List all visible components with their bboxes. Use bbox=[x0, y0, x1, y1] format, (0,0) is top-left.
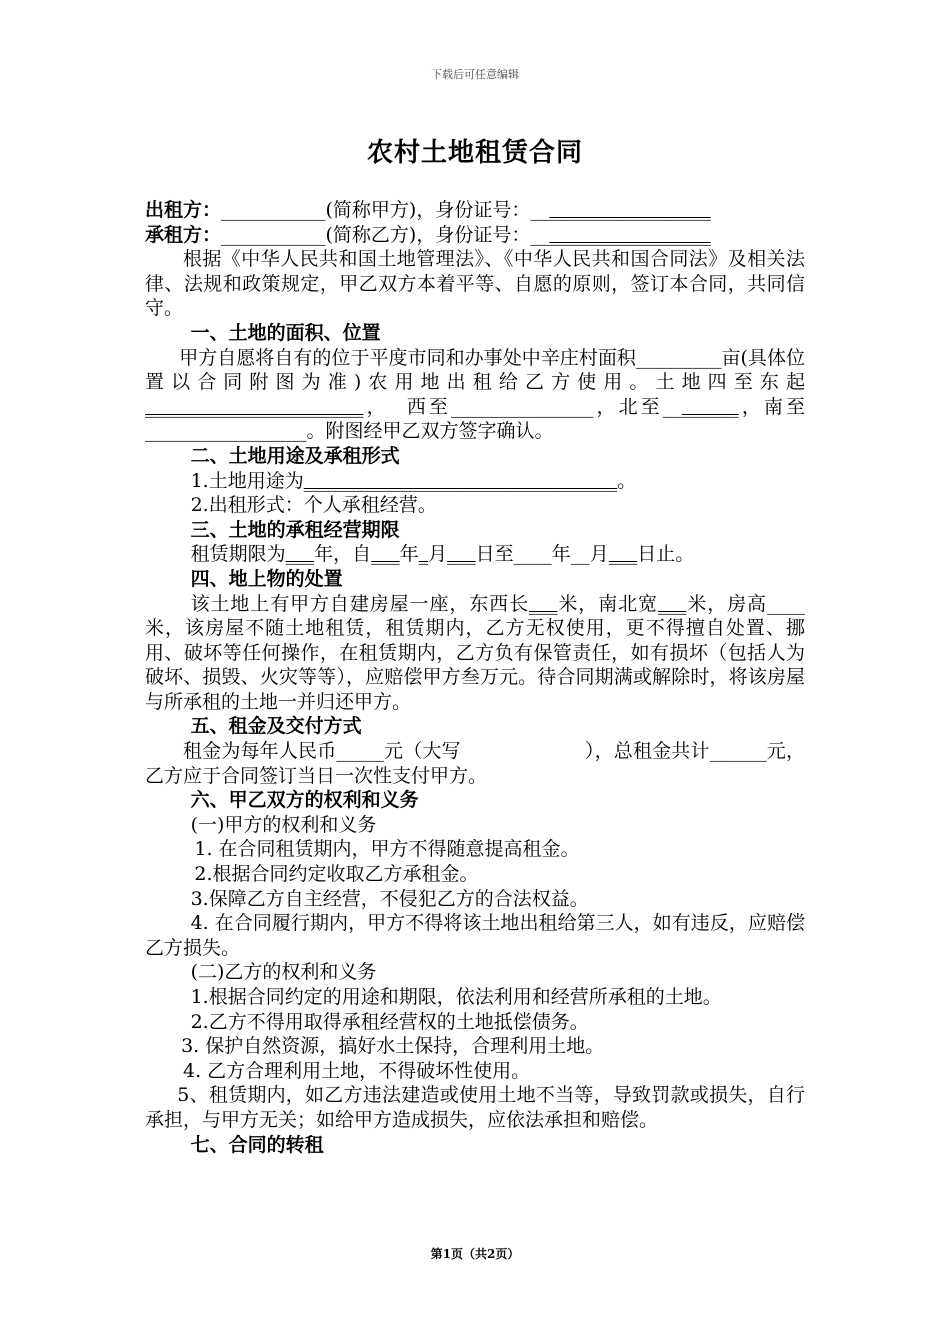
section-2-line-2: 2.出租形式：个人承租经营。 bbox=[190, 494, 437, 517]
lessor-label: 出租方： bbox=[145, 199, 222, 221]
s3-text-5: 日至 bbox=[475, 543, 514, 566]
document-body bbox=[145, 198, 805, 1157]
section-3-line bbox=[145, 542, 805, 567]
section-2-heading: 二、土地用途及承租形式 bbox=[190, 444, 400, 467]
s2-text-2: 。 bbox=[617, 469, 637, 492]
section-3-heading: 三、土地的承租经营期限 bbox=[190, 518, 400, 541]
lessee-id-blank: __ bbox=[530, 223, 550, 246]
lessor-name-blank: ___________ bbox=[221, 199, 326, 221]
s1-text-5: ，南至 bbox=[738, 395, 805, 418]
s5-text-3: 元，乙方应于合同签订当日一次性支付甲方。 bbox=[145, 740, 805, 787]
s2-text-1: 1.土地用途为 bbox=[190, 469, 304, 492]
lessor-id-blank: __ bbox=[530, 199, 550, 221]
s6-lessor-item-1: 1. 在合同租赁期内，甲方不得随意提高租金。 bbox=[194, 838, 580, 861]
lessee-id-line: _________________ bbox=[549, 223, 711, 246]
s4-blank-length: ___ bbox=[529, 592, 558, 615]
s3-blank-years: ___ bbox=[285, 543, 315, 566]
lessor-id-line: _________________ bbox=[549, 199, 711, 221]
s5-text-1: 租金为每年人民币 bbox=[183, 740, 337, 763]
lessee-text: (简称乙方)，身份证号： bbox=[325, 223, 531, 246]
s1-text-6: 。附图经甲乙双方签字确认。 bbox=[306, 420, 554, 443]
s1-text-4: ，北至 bbox=[593, 395, 663, 418]
s3-blank-end-year: ____ bbox=[513, 543, 552, 566]
lessor-line bbox=[145, 198, 805, 223]
s3-blank-start-year: ___ bbox=[371, 543, 400, 566]
section-5-text bbox=[145, 739, 805, 788]
s5-blank-rent: _____ bbox=[336, 740, 384, 763]
s4-blank-height: ____ bbox=[766, 592, 805, 615]
s6-lessor-item-2: 2.根据合同约定收取乙方承租金。 bbox=[194, 863, 479, 886]
s3-text-3: 年 bbox=[399, 543, 419, 566]
lessee-label: 承租方： bbox=[145, 223, 222, 246]
s4-text-2: 米，南北宽 bbox=[557, 592, 658, 615]
section-7-heading: 七、合同的转租 bbox=[190, 1133, 324, 1156]
s6-lessor-item-3: 3.保障乙方自主经营，不侵犯乙方的合法权益。 bbox=[190, 887, 589, 910]
s3-text-7: 月 bbox=[589, 543, 609, 566]
intro-paragraph: 根据《中华人民共和国土地管理法》、《中华人民共和国合同法》及相关法律、法规和政策规定，甲乙双方本着平等、自愿的原则，签订本合同，共同信守。 bbox=[145, 248, 805, 320]
s3-blank-end-day: ___ bbox=[608, 543, 638, 566]
s4-text-3: 米，房高 bbox=[686, 592, 767, 615]
s6-lessee-item-4: 4. 乙方合理利用土地，不得破坏性使用。 bbox=[183, 1059, 531, 1082]
section-6-sub-1: (一)甲方的权利和义务 bbox=[190, 813, 377, 836]
s3-text-2: 年，自 bbox=[314, 543, 372, 566]
s3-blank-start-day: ___ bbox=[447, 543, 476, 566]
page-footer: 第1页（共2页） bbox=[430, 1247, 520, 1261]
s4-blank-width: ___ bbox=[657, 592, 687, 615]
s2-blank-use: _________________________________ bbox=[303, 469, 618, 492]
section-5-heading: 五、租金及交付方式 bbox=[190, 715, 362, 738]
lessee-name-blank: ___________ bbox=[221, 223, 326, 246]
section-6-heading: 六、甲乙双方的权利和义务 bbox=[190, 789, 419, 812]
section-2-line-1 bbox=[145, 469, 805, 494]
s5-blank-total: ______ bbox=[709, 740, 767, 763]
s3-blank-start-month: _ bbox=[418, 543, 429, 566]
page-header-note: 下载后可任意编辑 bbox=[431, 68, 519, 81]
s3-blank-end-month: __ bbox=[570, 543, 590, 566]
s4-text-1: 该土地上有甲方自建房屋一座，东西长 bbox=[190, 592, 529, 615]
lessee-line bbox=[145, 223, 805, 248]
s6-lessee-item-5: 5、租赁期内，如乙方违法建造或使用土地不当等，导致罚款或损失，自行承担，与甲方无关；如给甲方造成损失，应依法承担和赔偿。 bbox=[145, 1084, 805, 1131]
s1-blank-north-line: ______ bbox=[681, 395, 739, 418]
s1-text-1: 甲方自愿将自有的位于平度市同和办事处中辛庄村面积 bbox=[179, 346, 636, 369]
s6-lessor-item-4: 4. 在合同履行期内，甲方不得将该土地出租给第三人，如有违反，应赔偿乙方损失。 bbox=[145, 912, 805, 959]
s3-text-8: 日止。 bbox=[637, 543, 695, 566]
section-1-text bbox=[145, 346, 805, 444]
s1-text-2: _亩(具体位置以合同附图为准)农用地出租给乙方使用。土地四至东起 bbox=[145, 346, 805, 394]
s6-lessee-item-3: 3. 保护自然资源，搞好水土保持，合理利用土地。 bbox=[181, 1035, 605, 1058]
s3-text-4: 月 bbox=[428, 543, 448, 566]
s1-blank-east: _______________________ bbox=[145, 395, 364, 418]
section-6-sub-2: (二)乙方的权利和义务 bbox=[190, 961, 377, 984]
s1-blank-north: __ bbox=[662, 395, 682, 418]
s1-blank-west: _______________ bbox=[450, 395, 594, 418]
s6-lessee-item-2: 2.乙方不得用取得承租经营权的土地抵偿债务。 bbox=[190, 1010, 589, 1033]
section-1-heading: 一、土地的面积、位置 bbox=[190, 321, 381, 344]
s3-text-1: 租赁期限为 bbox=[190, 543, 286, 566]
document-title: 农村土地租赁合同 bbox=[366, 138, 583, 168]
lessor-text: (简称甲方)，身份证号： bbox=[325, 199, 531, 221]
s4-text-4: 米，该房屋不随土地租赁，租赁期内，乙方无权使用，更不得擅自处置、挪用、破坏等任何操作，在租赁期内，乙方负有保管责任，如有损坏（包括人为破坏、损毁、火灾等等），应赔偿甲方叁万元。待合同期满或解除时，将该房屋与所承租的土地一并归还甲方。 bbox=[145, 617, 805, 713]
s1-text-3: ， 西至 bbox=[363, 395, 451, 418]
s5-text-2: 元（大写 ），总租金共计 bbox=[383, 740, 710, 763]
section-4-heading: 四、地上物的处置 bbox=[190, 567, 343, 590]
s6-lessee-item-1: 1.根据合同约定的用途和期限，依法利用和经营所承租的土地。 bbox=[190, 986, 722, 1008]
section-4-text bbox=[145, 592, 805, 715]
s1-blank-area: ________ bbox=[635, 346, 712, 369]
s3-text-6: 年 bbox=[551, 543, 571, 566]
s1-blank-south: _________________ bbox=[145, 420, 307, 443]
